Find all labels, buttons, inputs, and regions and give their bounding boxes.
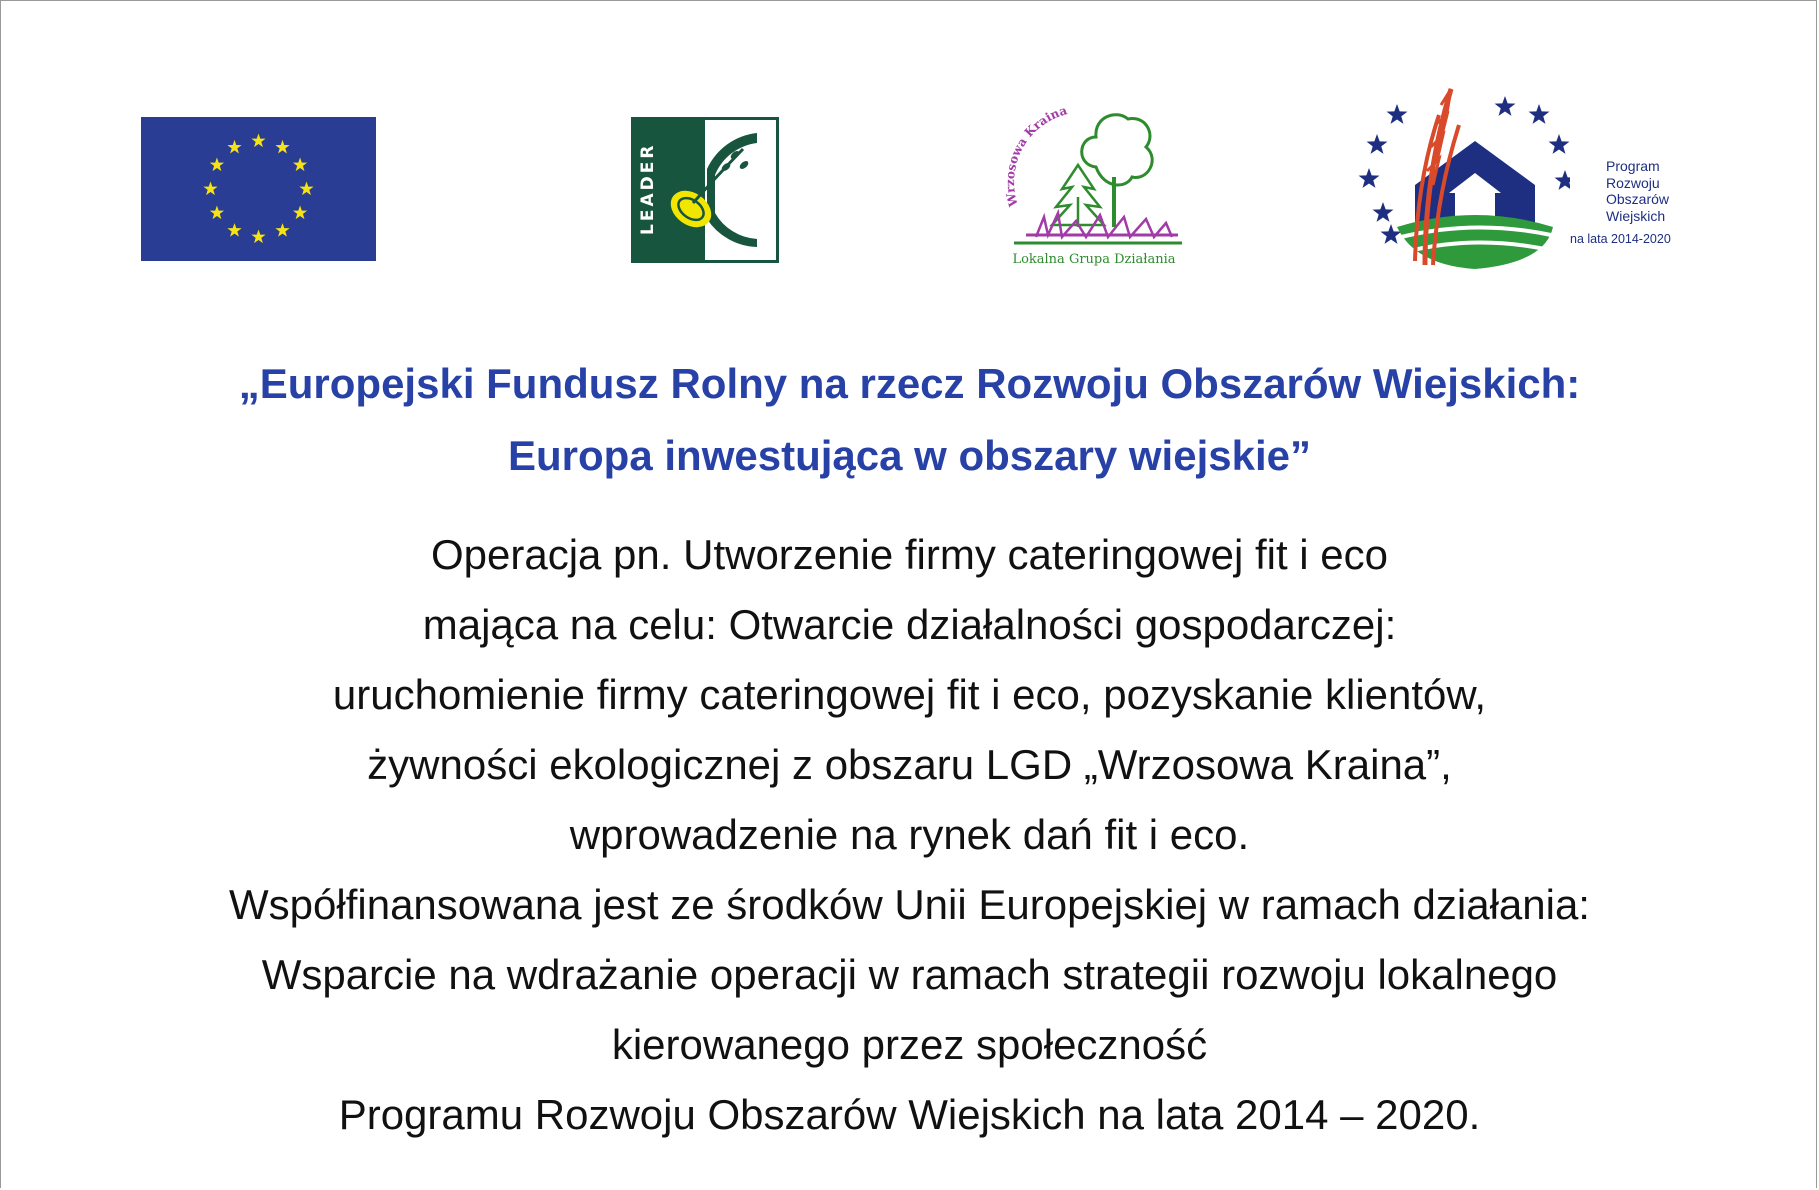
prow-star-icon [1495, 96, 1516, 116]
prow-star-icon [1373, 202, 1394, 222]
prow-star-icon [1359, 168, 1380, 188]
body-line-7: Wsparcie na wdrażanie operacji w ramach strategii rozwoju lokalnego [261, 951, 1558, 998]
prow-star-icon [1529, 104, 1550, 124]
body-line-1: Operacja pn. Utworzenie firmy cateringowej fit i eco [430, 531, 1389, 578]
prow-star-icon [1549, 134, 1570, 154]
operation-description [0, 520, 1819, 1150]
logo-strip [0, 0, 1819, 300]
prow-line-3: Obszarów [1606, 191, 1670, 207]
prow-line-1: Program [1606, 158, 1660, 174]
body-line-8: kierowanego przez społeczność [611, 1021, 1208, 1068]
body-line-6: Współfinansowana jest ze środków Unii Europejskiej w ramach działania: [229, 881, 1590, 928]
body-line-2: mająca na celu: Otwarcie działalności gospodarczej: [422, 601, 1397, 648]
leader-logo-icon [631, 117, 779, 263]
headline [0, 348, 1819, 492]
prow-line-2: Rozwoju [1606, 174, 1660, 191]
eu-flag-icon [141, 117, 376, 261]
svg-text:Wrzosowa Kraina [1003, 103, 1069, 209]
body-line-9: Programu Rozwoju Obszarów Wiejskich na lata 2014 – 2020. [338, 1091, 1481, 1138]
leader-logo-text: LEADER [638, 142, 658, 235]
headline-line-2: Europa inwestująca w obszary wiejskie” [508, 432, 1311, 479]
headline-line-1: „Europejski Fundusz Rolny na rzecz Rozwoju Obszarów Wiejskich: [238, 360, 1581, 407]
lgd-wrzosowa-kraina-logo-icon [996, 97, 1196, 277]
lgd-arc-text: Wrzosowa Kraina [1003, 103, 1069, 208]
body-line-4: żywności ekologicznej z obszaru LGD „Wrzosowa Kraina”, [367, 741, 1452, 788]
body-line-5: wprowadzenie na rynek dań fit i eco. [569, 811, 1250, 858]
prow-line-4: Wiejskich [1606, 207, 1666, 224]
lgd-caption: Lokalna Grupa Działania [1012, 252, 1176, 267]
prow-star-icon [1555, 170, 1570, 190]
prow-years: na lata 2014-2020 [1570, 232, 1671, 246]
prow-star-icon [1367, 134, 1388, 154]
body-line-3: uruchomienie firmy cateringowej fit i eco, pozyskanie klientów, [332, 671, 1487, 718]
prow-star-icon [1387, 104, 1408, 124]
prow-logo-icon [1355, 85, 1570, 275]
prow-text [1606, 158, 1726, 224]
